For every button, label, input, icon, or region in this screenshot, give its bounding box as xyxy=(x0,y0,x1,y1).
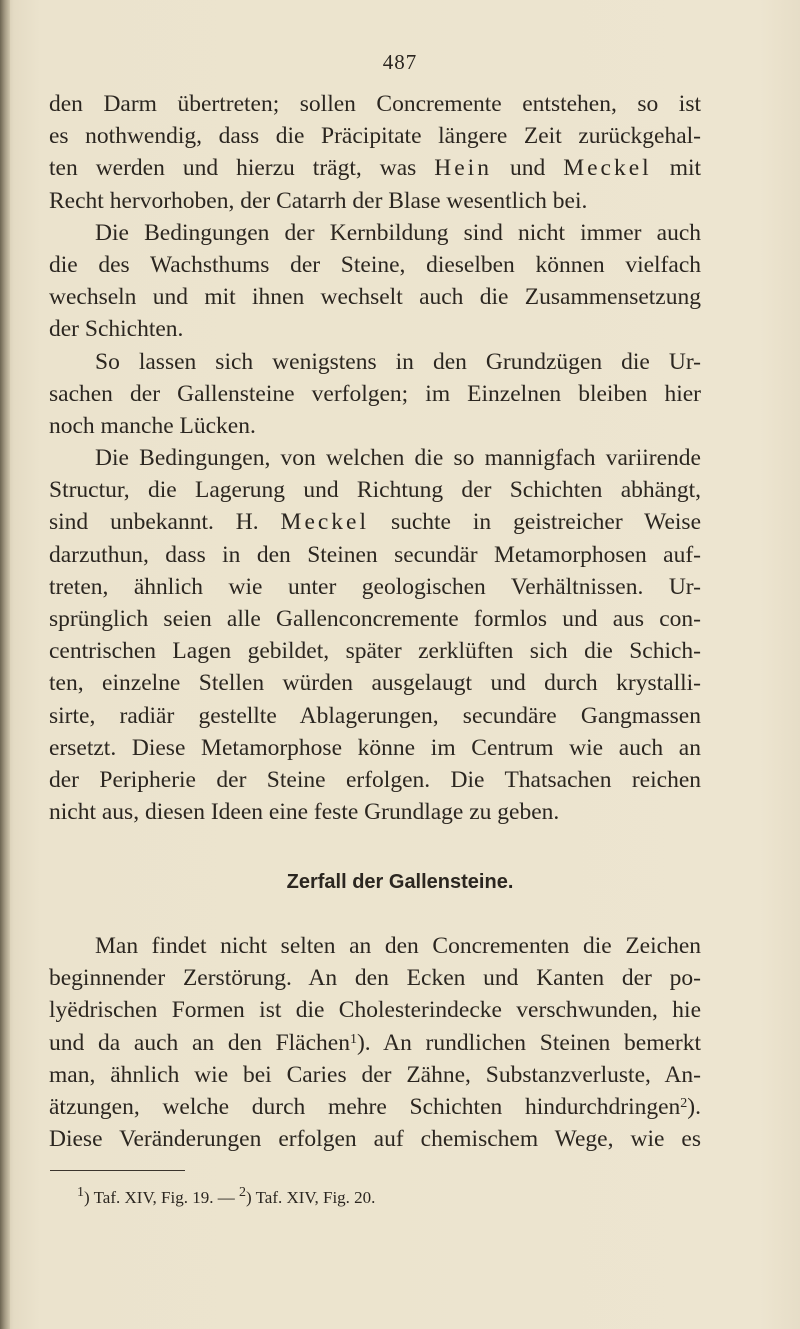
text-block-lower xyxy=(49,930,701,1155)
text-line: centrischen Lagen gebildet, später zerklüften sich die Schich- xyxy=(49,638,701,665)
text-line xyxy=(49,506,701,538)
text-run: ten werden und hierzu trägt, was xyxy=(49,155,417,182)
text-line: sirte, radiär gestellte Ablagerungen, secundäre Gangmassen xyxy=(49,702,701,729)
text-run: und xyxy=(509,155,546,182)
text-line: sachen der Gallensteine verfolgen; im Einzelnen bleiben hier xyxy=(49,380,701,407)
author-name-meckel: Meckel xyxy=(280,509,370,536)
footnote-mark: 2 xyxy=(238,1185,246,1200)
text-line: nicht aus, diesen Ideen eine feste Grundlage zu geben. xyxy=(49,799,560,826)
text-line: der Peripherie der Steine erfolgen. Die Thatsachen reichen xyxy=(49,766,701,793)
text-line: ersetzt. Diese Metamorphose könne im Centrum wie auch an xyxy=(49,734,701,761)
text-line: Recht hervorhoben, der Catarrh der Blase wesentlich bei. xyxy=(49,187,588,214)
text-run: ). xyxy=(687,1093,701,1120)
author-name-hein: Hein xyxy=(434,155,492,182)
text-run: suchte in geistreicher Weise xyxy=(390,509,702,536)
text-run: ). An rundlichen Steinen bemerkt xyxy=(356,1029,702,1056)
footnote xyxy=(77,1185,376,1208)
text-line: darzuthun, dass in den Steinen secundär Metamorphosen auf- xyxy=(49,541,701,568)
text-line: ten, einzelne Stellen würden ausgelaugt und durch krystalli- xyxy=(49,670,701,697)
text-line: beginnender Zerstörung. An den Ecken und Kanten der po- xyxy=(49,965,701,992)
footnote-text: ) Taf. XIV, Fig. 20. xyxy=(245,1188,376,1207)
text-line: Die Bedingungen, von welchen die so mannigfach variirende xyxy=(95,445,701,472)
text-line: Structur, die Lagerung und Richtung der Schichten abhängt, xyxy=(49,477,701,504)
text-run: sind unbekannt. H. xyxy=(49,509,259,536)
section-heading: Zerfall der Gallensteine. xyxy=(286,871,514,893)
book-spine-edge xyxy=(0,0,10,1329)
text-line: sprünglich seien alle Gallenconcremente formlos und aus con- xyxy=(49,606,701,632)
text-line xyxy=(49,1027,701,1059)
text-run: ätzungen, welche durch mehre Schichten hindurchdringen xyxy=(49,1093,681,1120)
footnote-mark: 1 xyxy=(77,1185,84,1200)
text-block-upper xyxy=(49,88,701,828)
footnote-ref-1: 1 xyxy=(349,1031,357,1047)
text-line: der Schichten. xyxy=(49,316,184,343)
text-line: die des Wachsthums der Steine, dieselben können vielfach xyxy=(49,251,701,278)
text-line: man, ähnlich wie bei Caries der Zähne, Substanzverluste, An- xyxy=(49,1061,701,1088)
author-name-meckel: Meckel xyxy=(563,155,652,182)
text-run: und da auch an den Flächen xyxy=(49,1029,350,1056)
text-line: es nothwendig, dass die Präcipitate längere Zeit zurückgehal- xyxy=(49,123,701,150)
text-line: Diese Veränderungen erfolgen auf chemischem Wege, wie es xyxy=(49,1126,701,1153)
text-line: den Darm übertreten; sollen Concremente entstehen, so ist xyxy=(49,91,701,117)
text-line: So lassen sich wenigstens in den Grundzügen die Ur- xyxy=(95,348,701,375)
text-line: treten, ähnlich wie unter geologischen Verhältnissen. Ur- xyxy=(49,573,701,600)
text-line: wechseln und mit ihnen wechselt auch die Zusammensetzung xyxy=(49,284,701,311)
text-run: mit xyxy=(669,155,702,182)
footnote-text: ) Taf. XIV, Fig. 19. — xyxy=(84,1188,239,1207)
text-line: Die Bedingungen der Kernbildung sind nicht immer auch xyxy=(95,219,701,246)
text-line: Man findet nicht selten an den Concrementen die Zeichen xyxy=(95,933,701,959)
footnote-ref-2: 2 xyxy=(680,1095,688,1111)
page-number: 487 xyxy=(382,50,418,74)
footnote-rule xyxy=(50,1170,185,1171)
text-line xyxy=(49,1091,701,1123)
text-line xyxy=(49,152,701,184)
text-line: noch manche Lücken. xyxy=(49,412,256,439)
text-line: lyëdrischen Formen ist die Cholesterindecke verschwunden, hie xyxy=(49,997,701,1024)
